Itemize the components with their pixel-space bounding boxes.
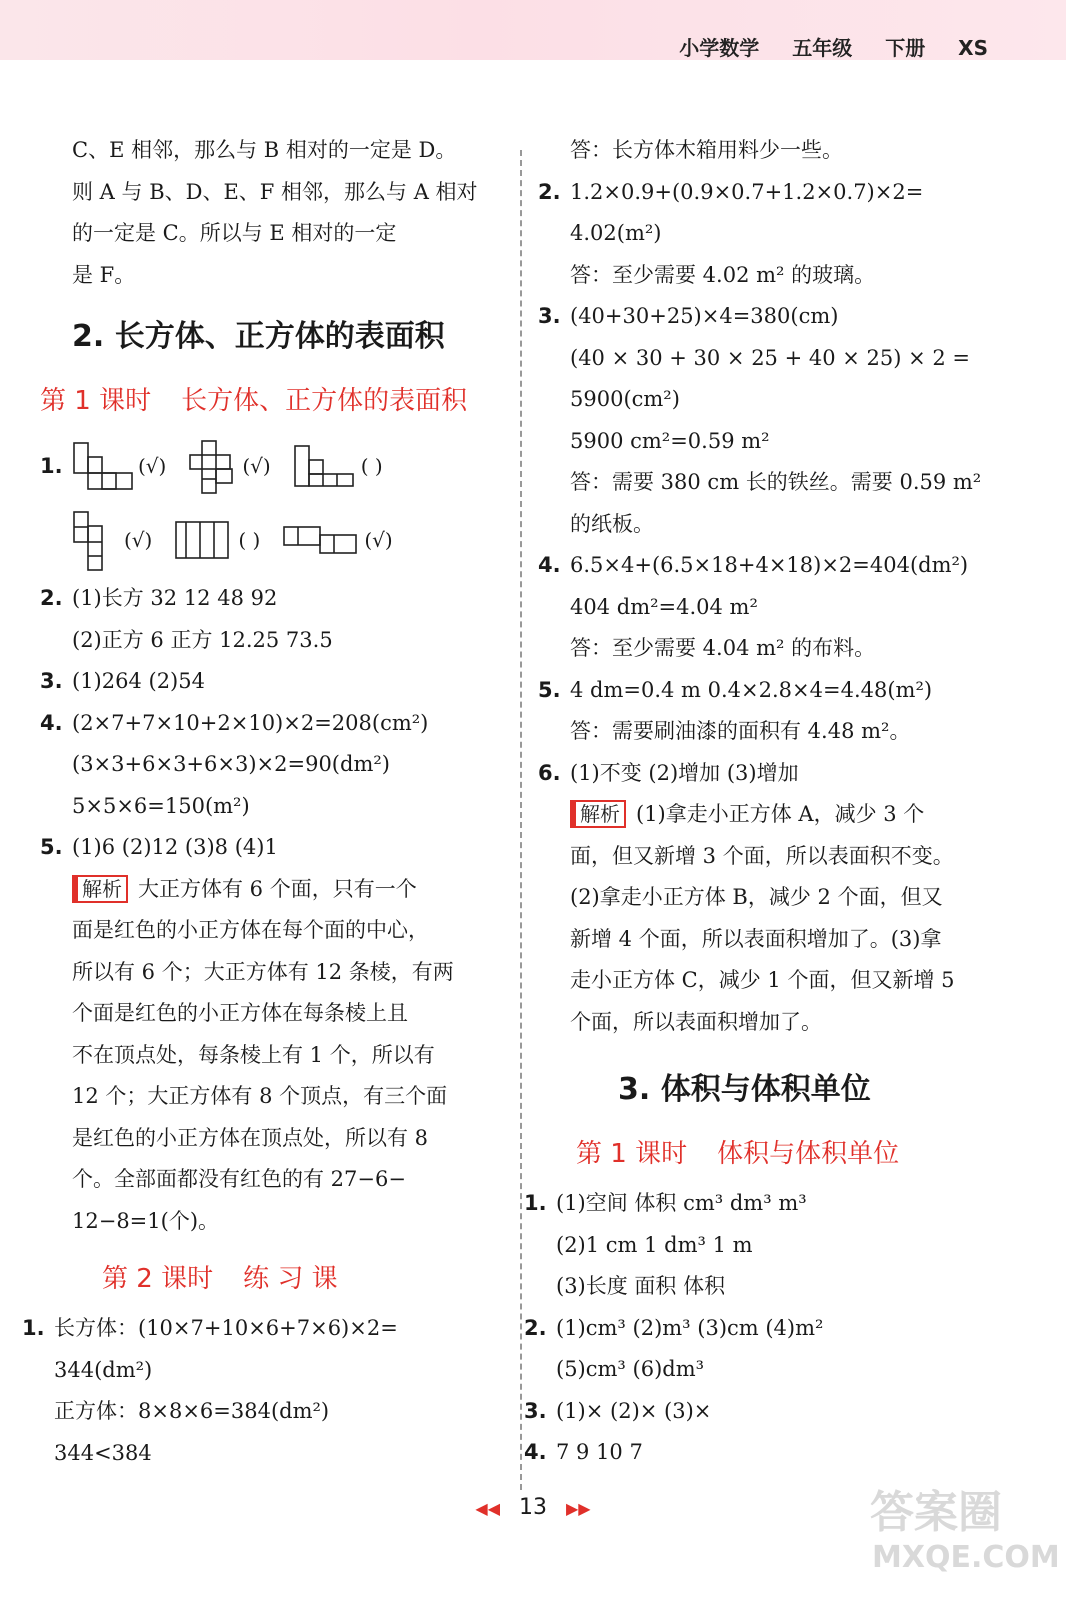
right-column <box>524 130 1008 1474</box>
section-heading <box>40 302 500 372</box>
cube-net-figure <box>282 521 360 561</box>
explanation-text: 12−8=1(个)。 <box>72 1208 220 1233</box>
cube-net-figure <box>174 516 234 566</box>
intro-line: 的一定是 C。所以与 E 相对的一定 <box>72 221 397 245</box>
lesson-heading <box>40 1250 500 1308</box>
header-edition: XS <box>958 36 988 60</box>
answer-text: (1)长方 32 12 48 92 <box>72 586 278 610</box>
explanation-text: 新增 4 个面，所以表面积增加了。(3)拿 <box>570 926 942 951</box>
answer-mark: ( ) <box>360 454 383 479</box>
intro-line: 则 A 与 B、D、E、F 相邻，那么与 A 相对 <box>72 179 478 204</box>
lesson-number: 第 1 课时 <box>40 386 152 416</box>
answer-text: (40 × 30 + 30 × 25 + 40 × 25) × 2 = <box>570 345 971 370</box>
question-number: 4. <box>538 553 561 577</box>
cube-net-figure <box>293 444 357 490</box>
column-divider <box>520 150 522 1490</box>
lesson-title: 体积与体积单位 <box>717 1139 900 1169</box>
answer-text: 5900 cm²=0.59 m² <box>570 428 770 453</box>
answer-text: 4 dm=0.4 m 0.4×2.8×4=4.48(m²) <box>570 677 933 702</box>
header-subject: 小学数学 <box>679 36 760 60</box>
answer-text: (2×7+7×10+2×10)×2=208(cm²) <box>72 710 429 735</box>
answer-mark: ( ) <box>238 528 261 553</box>
answer-text: (3×3+6×3+6×3)×2=90(dm²) <box>72 752 390 776</box>
answer-text: 5900(cm²) <box>570 387 680 411</box>
lesson-number: 第 1 课时 <box>576 1139 688 1169</box>
answer-text: 长方体：(10×7+10×6+7×6)×2= <box>54 1316 398 1340</box>
answer-text: (1)6 (2)12 (3)8 (4)1 <box>72 835 278 859</box>
explanation-badge: 解析 <box>570 800 626 828</box>
question-1 <box>40 430 500 578</box>
question-number: 1. <box>524 1191 547 1215</box>
answer-text: (2)1 cm 1 dm³ 1 m <box>556 1232 753 1257</box>
answer-mark: (√) <box>364 528 393 553</box>
question-4 <box>524 1432 1008 1474</box>
answer-text: (5)cm³ (6)dm³ <box>556 1357 705 1381</box>
watermark-url: MXQE.COM <box>872 1540 1060 1575</box>
explanation-text: 面，但又新增 3 个面，所以表面积不变。 <box>570 843 954 868</box>
answer-text: (1)× (2)× (3)× <box>556 1398 712 1423</box>
answer-mark: (√) <box>124 528 153 553</box>
question-number: 4. <box>40 710 63 735</box>
explanation-text: 12 个；大正方体有 8 个顶点，有三个面 <box>72 1084 448 1108</box>
question-number: 2. <box>40 586 63 610</box>
answer-text: 答：至少需要 4.02 m² 的玻璃。 <box>570 262 876 287</box>
section-heading <box>538 1055 1008 1125</box>
question-number: 1. <box>22 1316 45 1340</box>
answer-text: (1)空间 体积 cm³ dm³ m³ <box>556 1191 807 1215</box>
answer-text: (40+30+25)×4=380(cm) <box>570 304 839 328</box>
explanation-text: 所以有 6 个；大正方体有 12 条棱，有两 <box>72 959 454 984</box>
explanation-badge: 解析 <box>72 875 128 903</box>
answer-mark: (√) <box>138 454 167 479</box>
section-number: 3. <box>618 1072 651 1107</box>
cube-net-figure <box>72 441 134 493</box>
question-3 <box>40 661 500 703</box>
question-number: 4. <box>524 1440 547 1464</box>
answer-text: 的纸板。 <box>570 511 654 536</box>
question-3 <box>524 1391 1008 1433</box>
answer-text: (1)不变 (2)增加 (3)增加 <box>570 760 799 785</box>
lesson-heading <box>40 372 500 430</box>
question-2 <box>524 1308 1008 1350</box>
next-arrows-icon: ▶▶ <box>566 1499 591 1518</box>
question-number: 2. <box>538 179 561 204</box>
question-3 <box>538 296 1008 338</box>
question-number: 6. <box>538 760 561 785</box>
explanation-text: 走小正方体 C，减少 1 个面，但又新增 5 <box>570 968 955 992</box>
question-number: 2. <box>524 1315 547 1340</box>
question-4 <box>40 703 500 745</box>
explanation-text: (2)拿走小正方体 B，减少 2 个面，但又 <box>570 885 943 909</box>
answer-text: 1.2×0.9+(0.9×0.7+1.2×0.7)×2= <box>570 179 924 204</box>
explanation-text: 个面，所以表面积增加了。 <box>570 1009 822 1034</box>
answer-text: 答：长方体木箱用料少一些。 <box>570 138 843 162</box>
explanation-text: 大正方体有 6 个面，只有一个 <box>138 876 417 901</box>
question-number: 5. <box>40 835 63 859</box>
section-number: 2. <box>72 319 105 354</box>
question-5 <box>538 670 1008 712</box>
question-number: 3. <box>40 669 63 693</box>
lesson-title: 练 习 课 <box>243 1264 338 1294</box>
header-term: 下册 <box>885 36 926 60</box>
answer-text: 5×5×6=150(m²) <box>72 793 250 818</box>
lesson-title: 长方体、正方体的表面积 <box>181 386 468 416</box>
question-1 <box>524 1183 1008 1225</box>
answer-text: 344<384 <box>54 1440 152 1465</box>
answer-text: (1)264 (2)54 <box>72 669 205 693</box>
answer-text: 6.5×4+(6.5×18+4×18)×2=404(dm²) <box>570 553 969 577</box>
page-header <box>661 32 988 61</box>
left-column <box>22 130 500 1474</box>
explanation-line <box>538 794 1008 836</box>
question-5 <box>40 827 500 869</box>
watermark-logo: 答案圈 <box>870 1487 1002 1538</box>
intro-line: C、E 相邻，那么与 B 相对的一定是 D。 <box>72 138 457 162</box>
question-number: 3. <box>524 1398 547 1423</box>
explanation-text: 不在顶点处，每条棱上有 1 个，所以有 <box>72 1042 435 1067</box>
explanation-text: 面是红色的小正方体在每个面的中心， <box>72 918 429 942</box>
lesson-number: 第 2 课时 <box>102 1264 214 1294</box>
page-number: 13 <box>519 1495 547 1520</box>
answer-text: (2)正方 6 正方 12.25 73.5 <box>72 627 333 652</box>
answer-text: (1)cm³ (2)m³ (3)cm (4)m² <box>556 1315 824 1340</box>
answer-text: 4.02(m²) <box>570 221 662 245</box>
section-title: 体积与体积单位 <box>660 1072 871 1107</box>
section-title: 长方体、正方体的表面积 <box>114 319 445 354</box>
explanation-text: (1)拿走小正方体 A，减少 3 个 <box>636 802 925 826</box>
question-number: 5. <box>538 677 561 702</box>
answer-text: 344(dm²) <box>54 1357 153 1382</box>
question-6 <box>538 753 1008 795</box>
question-4 <box>538 545 1008 587</box>
answer-text: (3)长度 面积 体积 <box>556 1274 726 1298</box>
answer-text: 正方体：8×8×6=384(dm²) <box>54 1399 330 1423</box>
lesson-heading <box>538 1125 1008 1183</box>
practice-question-1 <box>22 1308 500 1350</box>
prev-arrows-icon: ◀◀ <box>475 1499 500 1518</box>
explanation-line <box>40 869 500 911</box>
answer-text: 7 9 10 7 <box>556 1440 643 1464</box>
cube-net-figure <box>72 510 120 572</box>
answer-text: 答：需要 380 cm 长的铁丝。需要 0.59 m² <box>570 470 982 494</box>
explanation-text: 个面是红色的小正方体在每条棱上且 <box>72 1001 408 1025</box>
answer-text: 答：至少需要 4.04 m² 的布料。 <box>570 636 876 660</box>
cube-net-figure <box>188 439 238 495</box>
explanation-text: 是红色的小正方体在顶点处，所以有 8 <box>72 1125 429 1150</box>
question-number: 3. <box>538 304 561 328</box>
question-2 <box>538 172 1008 214</box>
question-2 <box>40 578 500 620</box>
intro-line: 是 F。 <box>72 262 136 287</box>
answer-mark: (√) <box>242 454 271 479</box>
explanation-text: 个。全部面都没有红色的有 27−6− <box>72 1167 406 1191</box>
answer-text: 答：需要刷油漆的面积有 4.48 m²。 <box>570 719 911 743</box>
header-grade: 五年级 <box>792 36 853 60</box>
answer-text: 404 dm²=4.04 m² <box>570 594 758 619</box>
question-number: 1. <box>40 454 63 479</box>
